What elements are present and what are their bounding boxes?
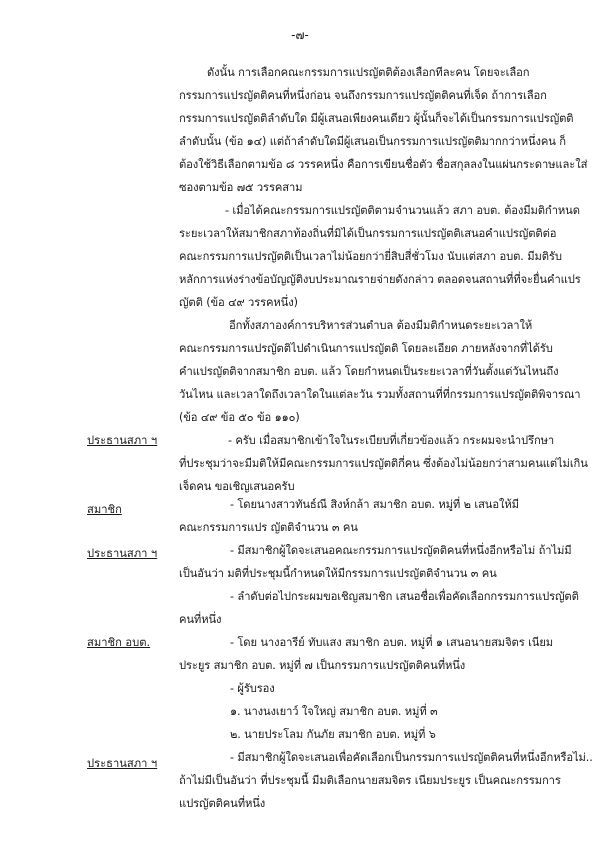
page-number: -๗- xyxy=(291,28,309,42)
speaker-label: ประธานสภา ฯ xyxy=(87,434,158,447)
text-line: - มีสมาชิกผู้ใดจะเสนอคณะกรรมการแปรญัตติคนที่หนึ่งอีกหรือไม่ ถ้าไม่มี xyxy=(230,544,572,557)
text-line: ที่ประชุมว่าจะมีมติให้มีคณะกรรมการแปรญัตติกี่คน ซึ่งต้องไม่น้อยกว่าสามคนแต่ไม่เกิน xyxy=(179,457,588,470)
text-line: ระยะเวลาให้สมาชิกสภาท้องถิ่นที่มิได้เป็นกรรมการแปรญัตติเสนอคำแปรญัตติต่อ xyxy=(179,227,557,240)
text-line: - โดยนางสาวทันธ์ณี สิงห์กล้า สมาชิก อบต. หมู่ที่ ๒ เสนอให้มี xyxy=(230,498,519,511)
text-line: คนที่หนึ่ง xyxy=(179,613,222,626)
text-line: หลักการแห่งร่างข้อบัญญัติงบประมาณรายจ่ายดังกล่าว ตลอดจนสถานที่ที่จะยื่นคำแปร xyxy=(179,273,581,286)
text-line: ญัตติ (ข้อ ๔๙ วรรคหนึ่ง) xyxy=(179,296,298,309)
speaker-label: ประธานสภา ฯ xyxy=(87,757,158,770)
text-line: ลำดับนั้น (ข้อ ๑๔) แต่ถ้าลำดับใดมีผู้เสนอเป็นกรรมการแปรญัตติมากกว่าหนึ่งคน ก็ xyxy=(179,135,566,148)
text-line: อีกทั้งสภาองค์การบริหารส่วนตำบล ต้องมีมติกำหนดระยะเวลาให้ xyxy=(229,319,533,332)
text-line: วันไหน และเวลาใดถึงเวลาใดในแต่ละวัน รวมทั้งสถานที่ที่กรรมการแปรญัตติพิจารณา xyxy=(179,388,581,401)
text-line: (ข้อ ๔๙ ข้อ ๕๐ ข้อ ๑๑๐) xyxy=(179,411,300,424)
text-line: กรรมการแปรญัตติลำดับใด มีผู้เสนอเพียงคนเดียว ผู้นั้นก็จะได้เป็นกรรมการแปรญัตติ xyxy=(179,112,574,125)
text-line: - มีสมาชิกผู้ใดจะเสนอเพื่อคัดเลือกเป็นกรรมการแปรญัตติคนที่หนึ่งอีกหรือไม่.. xyxy=(230,751,593,764)
text-line: แปรญัตติคนที่หนึ่ง xyxy=(179,797,266,810)
text-line: เป็นอันว่า มติที่ประชุมนี้กำหนดให้มีกรรมการแปรญัตติจำนวน ๓ คน xyxy=(179,567,497,580)
text-line: คณะกรรมการแปรญัตติไปดำเนินการแปรญัตติ โดยละเอียด ภายหลังจากที่ได้รับ xyxy=(179,342,553,355)
text-line: เจ็ดคน ขอเชิญเสนอครับ xyxy=(179,480,295,493)
text-line: คำแปรญัตติจากสมาชิก อบต. แล้ว โดยกำหนดเป็นระยะเวลาที่วันตั้งแต่วันไหนถึง xyxy=(179,365,559,378)
speaker-label: สมาชิก อบต. xyxy=(87,636,151,649)
text-line: ประยูร สมาชิก อบต. หมู่ที่ ๗ เป็นกรรมการแปรญัตติคนที่หนึ่ง xyxy=(179,659,466,672)
text-line: คณะกรรมการแปรญัตติเป็นเวลาไม่น้อยกว่ายี่สิบสี่ชั่วโมง นับแต่สภา อบต. มีมติรับ xyxy=(179,250,562,263)
text-line: กรรมการแปรญัตติคนที่หนึ่งก่อน จนถึงกรรมการแปรญัตติคนที่เจ็ด ถ้าการเลือก xyxy=(179,89,547,102)
text-line: - เมื่อได้คณะกรรมการแปรญัตติตามจำนวนแล้ว สภา อบต. ต้องมีมติกำหนด xyxy=(225,204,580,217)
text-line: - ลำดับต่อไปกระผมขอเชิญสมาชิก เสนอชื่อเพื่อคัดเลือกกรรมการแปรญัตติ xyxy=(230,590,579,603)
text-line: ๒. นายประโลม กันภัย สมาชิก อบต. หมู่ที่ ๖ xyxy=(230,728,436,741)
text-line: - ครับ เมื่อสมาชิกเข้าใจในระเบียบที่เกี่ยวข้องแล้ว กระผมจะนำปรึกษา xyxy=(228,434,555,447)
text-line: - โดย นางอารีย์ ทับแสง สมาชิก อบต. หมู่ที่ ๑ เสนอนายสมจิตร เนียม xyxy=(230,636,554,649)
speaker-label: ประธานสภา ฯ xyxy=(87,547,158,560)
text-line: ซองตามข้อ ๗๕ วรรคสาม xyxy=(179,181,303,194)
text-line: ดังนั้น การเลือกคณะกรรมการแปรญัตติต้องเลือกทีละคน โดยจะเลือก xyxy=(207,66,530,79)
text-line: ต้องใช้วิธีเลือกตามข้อ ๘ วรรคหนึ่ง คือการเขียนชื่อตัว ชื่อสกุลลงในแผ่นกระดาษและใส่ xyxy=(179,158,588,171)
text-line: ถ้าไม่มีเป็นอันว่า ที่ประชุมนี้ มีมติเลือกนายสมจิตร เนียมประยูร เป็นคณะกรรมการ xyxy=(179,774,561,787)
text-line: ๑. นางนงเยาว์ ใจใหญ่ สมาชิก อบต. หมู่ที่ ๓ xyxy=(230,705,438,718)
speaker-label: สมาชิก xyxy=(87,503,122,516)
text-line: - ผู้รับรอง xyxy=(230,682,275,695)
text-line: คณะกรรมการแปร ญัตติจำนวน ๓ คน xyxy=(179,521,358,534)
